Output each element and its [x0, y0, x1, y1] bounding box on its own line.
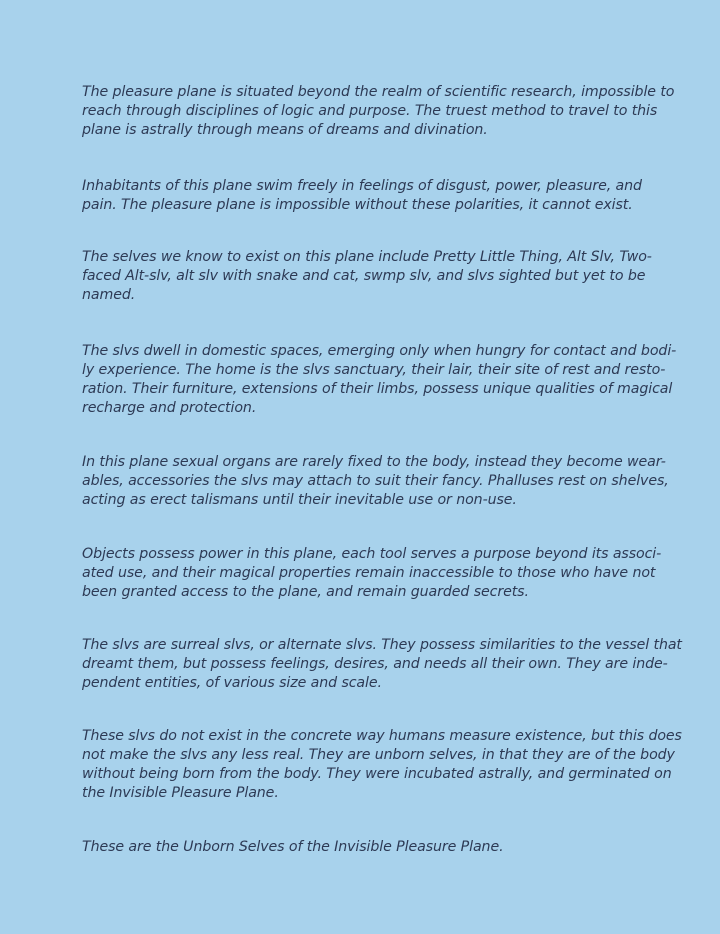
text-line: These slvs do not exist in the concrete way humans measure existence, but this does [82, 728, 682, 744]
text-line: been granted access to the plane, and remain guarded secrets. [82, 584, 529, 600]
text-line: ration. Their furniture, extensions of their limbs, possess unique qualities of magical [82, 381, 673, 397]
text-line: the Invisible Pleasure Plane. [82, 785, 279, 801]
text-line: Inhabitants of this plane swim freely in feelings of disgust, power, pleasure, and [82, 178, 642, 194]
paragraph-known-selves [82, 248, 672, 305]
text-line: The selves we know to exist on this plane include Pretty Little Thing, Alt Slv, Two- [82, 249, 652, 265]
text-line: pendent entities, of various size and scale. [82, 675, 382, 691]
paragraph-closing-statement [82, 838, 672, 857]
text-line: recharge and protection. [82, 400, 257, 416]
text-line: These are the Unborn Selves of the Invisible Pleasure Plane. [82, 839, 504, 855]
text-line: without being born from the body. They were incubated astrally, and germinated on [82, 766, 672, 782]
text-line: ly experience. The home is the slvs sanctuary, their lair, their site of rest and resto- [82, 362, 666, 378]
text-line: reach through disciplines of logic and purpose. The truest method to travel to this [82, 103, 658, 119]
text-line: In this plane sexual organs are rarely fixed to the body, instead they become wear- [82, 454, 666, 470]
text-line: The slvs are surreal slvs, or alternate slvs. They possess similarities to the vessel that [82, 637, 682, 653]
text-line: pain. The pleasure plane is impossible without these polarities, it cannot exist. [82, 197, 633, 213]
text-line: dreamt them, but possess feelings, desires, and needs all their own. They are inde- [82, 656, 668, 672]
paragraph-objects-power [82, 545, 672, 602]
text-line: named. [82, 287, 136, 303]
paragraph-domestic-spaces [82, 342, 677, 418]
text-line: The pleasure plane is situated beyond the realm of scientific research, impossible to [82, 84, 675, 100]
text-line: ables, accessories the slvs may attach to suit their fancy. Phalluses rest on shelves, [82, 473, 669, 489]
text-line: faced Alt-slv, alt slv with snake and cat, swmp slv, and slvs sighted but yet to be [82, 268, 646, 284]
paragraph-wearables [82, 453, 672, 510]
text-line: acting as erect talismans until their inevitable use or non-use. [82, 492, 517, 508]
text-line: Objects possess power in this plane, each tool serves a purpose beyond its associ- [82, 546, 662, 562]
text-line: The slvs dwell in domestic spaces, emerging only when hungry for contact and bodi- [82, 343, 677, 359]
paragraph-pleasure-plane-location [82, 83, 675, 140]
paragraph-unborn-selves [82, 727, 682, 803]
text-line: not make the slvs any less real. They are unborn selves, in that they are of the body [82, 747, 675, 763]
paragraph-inhabitants [82, 177, 672, 215]
paragraph-surreal-slvs [82, 636, 682, 693]
text-line: plane is astrally through means of dreams and divination. [82, 122, 488, 138]
text-line: ated use, and their magical properties remain inaccessible to those who have not [82, 565, 656, 581]
